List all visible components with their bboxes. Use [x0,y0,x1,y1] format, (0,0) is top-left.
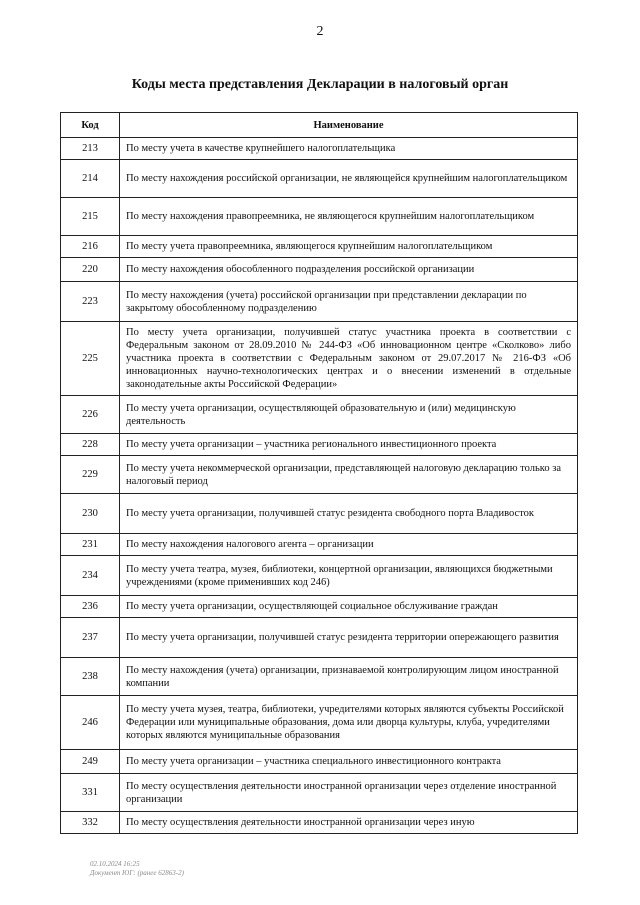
row-code: 225 [61,322,120,396]
row-name: По месту осуществления деятельности иностранной организации через иную [120,812,578,834]
row-code: 215 [61,198,120,236]
row-code: 214 [61,160,120,198]
header-code: Код [61,113,120,138]
row-code: 246 [61,696,120,750]
table-row [61,534,578,556]
row-name: По месту учета организации – участника регионального инвестиционного проекта [120,434,578,456]
row-code: 228 [61,434,120,456]
row-code: 229 [61,456,120,494]
row-name: По месту нахождения российской организации, не являющейся крупнейшим налогоплательщиком [120,160,578,198]
page-number: 2 [316,24,324,39]
table-row [61,618,578,658]
row-name: По месту учета организации, осуществляющей социальное обслуживание граждан [120,596,578,618]
row-code: 231 [61,534,120,556]
row-code: 220 [61,258,120,282]
table-row [61,396,578,434]
table-row [61,750,578,774]
row-code: 236 [61,596,120,618]
row-name: По месту осуществления деятельности иностранной организации через отделение иностранной организации [120,774,578,812]
row-name: По месту учета правопреемника, являющегося крупнейшим налогоплательщиком [120,236,578,258]
row-code: 237 [61,618,120,658]
row-name: По месту нахождения налогового агента – организации [120,534,578,556]
row-name: По месту учета музея, театра, библиотеки, учредителями которых являются субъекты Российской Федерации или муниципальные образования, дома или дворца культуры, клуба, учредителями которых являются муниципальные образования [120,696,578,750]
table-header-row [61,113,578,138]
header-name: Наименование [120,113,578,138]
row-name: По месту учета организации, получившей статус резидента территории опережающего развития [120,618,578,658]
row-code: 226 [61,396,120,434]
row-name: По месту учета организации – участника специального инвестиционного контракта [120,750,578,774]
row-name: По месту учета в качестве крупнейшего налогоплательщика [120,138,578,160]
footer-timestamp: 02.10.2024 16:25 [90,860,140,868]
codes-table [60,112,578,834]
table-row [61,258,578,282]
row-code: 332 [61,812,120,834]
table-row [61,658,578,696]
table-row [61,494,578,534]
row-code: 223 [61,282,120,322]
table-row [61,434,578,456]
row-code: 234 [61,556,120,596]
row-name: По месту учета организации, получившей статус участника проекта в соответствии с Федеральным законом от 28.09.2010 № 244-ФЗ «Об инновационном центре «Сколково» либо участника проекта в соответствии с Федеральным законом от 29.07.2017 № 216-ФЗ «Об инновационных научно-технологических центрах и о внесении изменений в отдельные законодательные акты Российской Федерации» [120,322,578,396]
table-row [61,198,578,236]
row-code: 213 [61,138,120,160]
row-code: 230 [61,494,120,534]
row-name: По месту учета организации, получившей статус резидента свободного порта Владивосток [120,494,578,534]
row-name: По месту учета организации, осуществляющей образовательную и (или) медицинскую деятельность [120,396,578,434]
table-row [61,236,578,258]
table-row [61,322,578,396]
footer-doc-id: Документ ЮГ: (ранее 62863-2) [90,869,184,877]
table-row [61,696,578,750]
row-name: По месту нахождения правопреемника, не являющегося крупнейшим налогоплательщиком [120,198,578,236]
table-row [61,556,578,596]
document-footer [90,860,184,878]
row-code: 249 [61,750,120,774]
row-code: 238 [61,658,120,696]
table-row [61,774,578,812]
row-code: 331 [61,774,120,812]
document-title: Коды места представления Декларации в налоговый орган [131,77,509,92]
row-code: 216 [61,236,120,258]
table-row [61,282,578,322]
row-name: По месту нахождения обособленного подразделения российской организации [120,258,578,282]
table-row [61,138,578,160]
row-name: По месту учета театра, музея, библиотеки, концертной организации, являющихся бюджетными учреждениями (кроме применивших код 246) [120,556,578,596]
table-row [61,160,578,198]
row-name: По месту нахождения (учета) организации, признаваемой контролирующим лицом иностранной компании [120,658,578,696]
table-row [61,596,578,618]
row-name: По месту учета некоммерческой организации, представляющей налоговую декларацию только за налоговый период [120,456,578,494]
table-row [61,812,578,834]
table-row [61,456,578,494]
row-name: По месту нахождения (учета) российской организации при представлении декларации по закрытому обособленному подразделению [120,282,578,322]
